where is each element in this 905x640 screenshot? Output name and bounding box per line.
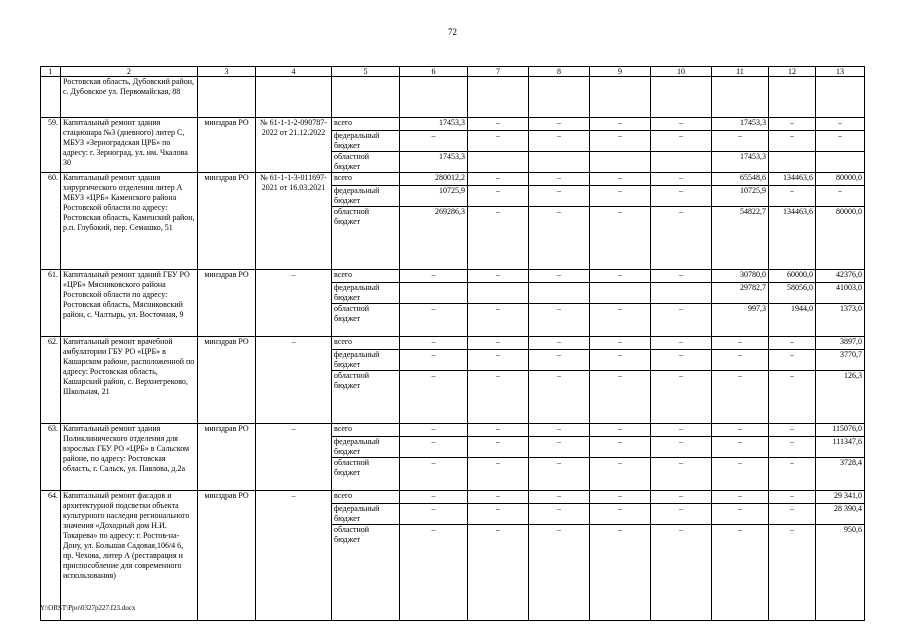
amount-cell: – — [651, 337, 712, 350]
amount-cell: – — [816, 118, 865, 131]
funding-source: всего — [332, 173, 400, 186]
amount-cell: 134463,6 — [769, 207, 816, 270]
expertise-document: – — [256, 337, 332, 424]
amount-cell: – — [400, 437, 468, 458]
amount-cell: 134463,6 — [769, 173, 816, 186]
amount-cell — [651, 152, 712, 173]
amount-cell: – — [769, 131, 816, 152]
amount-cell: – — [712, 458, 769, 491]
amount-cell: – — [590, 525, 651, 621]
column-number: 3 — [198, 67, 256, 77]
row-number: 63. — [41, 424, 61, 491]
amount-cell: – — [529, 270, 590, 283]
amount-cell: – — [590, 458, 651, 491]
column-number: 4 — [256, 67, 332, 77]
amount-cell: – — [400, 350, 468, 371]
amount-cell: 3728,4 — [816, 458, 865, 491]
funding-source: всего — [332, 118, 400, 131]
table-row — [41, 173, 865, 186]
amount-cell: – — [468, 525, 529, 621]
responsible-ministry: минздрав РО — [198, 337, 256, 424]
amount-cell: – — [529, 118, 590, 131]
table-row — [41, 337, 865, 350]
column-number: 5 — [332, 67, 400, 77]
amount-cell: – — [712, 371, 769, 424]
column-number: 9 — [590, 67, 651, 77]
row-number: 64. — [41, 491, 61, 621]
funding-source: федеральный бюджет — [332, 283, 400, 304]
amount-cell: – — [712, 131, 769, 152]
amount-cell: 17453,3 — [712, 152, 769, 173]
amount-cell: – — [651, 173, 712, 186]
amount-cell: – — [651, 424, 712, 437]
amount-cell: 80000,0 — [816, 207, 865, 270]
object-name: Капитальный ремонт зданий ГБУ РО «ЦРБ» Мясниковского района Ростовской области по адресу: Ростовская область, Мясниковский район, с. Чалтырь, ул. Восточная, 9 — [61, 270, 198, 337]
expertise-document: – — [256, 491, 332, 621]
amount-cell: – — [400, 504, 468, 525]
amount-cell: – — [590, 173, 651, 186]
amount-cell: – — [590, 270, 651, 283]
column-number: 8 — [529, 67, 590, 77]
amount-cell: – — [712, 525, 769, 621]
amount-cell: – — [651, 186, 712, 207]
amount-cell: – — [400, 337, 468, 350]
column-number: 6 — [400, 67, 468, 77]
column-number: 7 — [468, 67, 529, 77]
amount-cell: – — [769, 118, 816, 131]
amount-cell: – — [651, 491, 712, 504]
column-number: 13 — [816, 67, 865, 77]
amount-cell: – — [468, 491, 529, 504]
object-name: Капитальный ремонт здания хирургического отделения литер А МБУЗ «ЦРБ» Каменского района Ростовской области по адресу: Ростовская область, Каменский район, р.п. Глубокий, пер. Семашко, 51 — [61, 173, 198, 270]
amount-cell: – — [529, 337, 590, 350]
amount-cell: – — [529, 207, 590, 270]
amount-cell: – — [769, 337, 816, 350]
amount-cell: – — [712, 504, 769, 525]
column-number: 12 — [769, 67, 816, 77]
amount-cell: – — [590, 491, 651, 504]
amount-cell: 10725,9 — [400, 186, 468, 207]
amount-cell: – — [590, 337, 651, 350]
object-name: Капитальный ремонт врачебной амбулатории ГБУ РО «ЦРБ» в Кашарском районе, расположенной по адресу: Ростовская область, Кашарский район, с. Верхнегреково, Школьная, 21 — [61, 337, 198, 424]
responsible-ministry: минздрав РО — [198, 270, 256, 337]
amount-cell: – — [712, 350, 769, 371]
amount-cell: – — [590, 437, 651, 458]
amount-cell: – — [769, 504, 816, 525]
funding-source: федеральный бюджет — [332, 437, 400, 458]
amount-cell: 30780,0 — [712, 270, 769, 283]
row-number: 59. — [41, 118, 61, 173]
amount-cell: – — [468, 458, 529, 491]
expertise-document: № 61-1-1-2-090787-2022 от 21.12.2022 — [256, 118, 332, 173]
amount-cell: – — [712, 424, 769, 437]
amount-cell: – — [400, 304, 468, 337]
column-number: 11 — [712, 67, 769, 77]
amount-cell: – — [590, 186, 651, 207]
responsible-ministry: минздрав РО — [198, 424, 256, 491]
amount-cell — [590, 152, 651, 173]
amount-cell: 28 390,4 — [816, 504, 865, 525]
amount-cell — [651, 283, 712, 304]
amount-cell: – — [468, 173, 529, 186]
expertise-document: – — [256, 270, 332, 337]
page-number: 72 — [448, 27, 457, 37]
amount-cell: 950,6 — [816, 525, 865, 621]
object-name: Ростовская область, Дубовский район, с. Дубовское ул. Первомайская, 88 — [61, 77, 198, 118]
amount-cell: – — [468, 131, 529, 152]
object-name: Капитальный ремонт здания стационара №3 (дневного) литер С, МБУЗ «Зерноградская ЦРБ» по адресу: г. Зерноград, ул. им. Чкалова 30 — [61, 118, 198, 173]
amount-cell: – — [651, 525, 712, 621]
row-number: 61. — [41, 270, 61, 337]
amount-cell: – — [816, 186, 865, 207]
amount-cell: 17453,3 — [400, 152, 468, 173]
amount-cell: – — [468, 371, 529, 424]
table-row — [41, 77, 865, 118]
amount-cell: – — [651, 270, 712, 283]
funding-source: областной бюджет — [332, 525, 400, 621]
amount-cell: – — [529, 131, 590, 152]
amount-cell: – — [400, 491, 468, 504]
amount-cell — [468, 152, 529, 173]
expertise-document: – — [256, 424, 332, 491]
amount-cell: – — [769, 186, 816, 207]
amount-cell — [400, 283, 468, 304]
funding-source: областной бюджет — [332, 458, 400, 491]
amount-cell: – — [400, 371, 468, 424]
responsible-ministry: минздрав РО — [198, 173, 256, 270]
amount-cell: 60000,0 — [769, 270, 816, 283]
amount-cell: – — [400, 270, 468, 283]
amount-cell: 54822,7 — [712, 207, 769, 270]
amount-cell: – — [400, 525, 468, 621]
funding-source: федеральный бюджет — [332, 186, 400, 207]
amount-cell: – — [400, 458, 468, 491]
amount-cell: – — [590, 304, 651, 337]
amount-cell: – — [590, 350, 651, 371]
responsible-ministry: минздрав РО — [198, 118, 256, 173]
amount-cell: – — [529, 304, 590, 337]
amount-cell — [529, 152, 590, 173]
amount-cell: – — [651, 504, 712, 525]
amount-cell: 42376,0 — [816, 270, 865, 283]
funding-source: областной бюджет — [332, 304, 400, 337]
amount-cell: 997,3 — [712, 304, 769, 337]
object-name: Капитальный ремонт здания Поликлинического отделения для взрослых ГБУ РО «ЦРБ» в Сальском районе, по адресу: Ростовская область, г. Сальск, ул. Павлова, д.2а — [61, 424, 198, 491]
expertise-document: № 61-1-1-3-011697-2021 от 16.03.2021 — [256, 173, 332, 270]
amount-cell: – — [651, 458, 712, 491]
amount-cell — [468, 283, 529, 304]
amount-cell: – — [529, 173, 590, 186]
amount-cell: 115076,0 — [816, 424, 865, 437]
funding-source: областной бюджет — [332, 152, 400, 173]
amount-cell: 17453,3 — [400, 118, 468, 131]
amount-cell: – — [468, 304, 529, 337]
amount-cell: – — [468, 207, 529, 270]
row-number: 60. — [41, 173, 61, 270]
funding-source: областной бюджет — [332, 371, 400, 424]
column-number: 2 — [61, 67, 198, 77]
amount-cell: – — [468, 424, 529, 437]
amount-cell: – — [769, 371, 816, 424]
amount-cell: 29782,7 — [712, 283, 769, 304]
amount-cell: – — [769, 525, 816, 621]
amount-cell: 10725,9 — [712, 186, 769, 207]
amount-cell: – — [529, 371, 590, 424]
amount-cell: 1944,0 — [769, 304, 816, 337]
amount-cell: 65548,6 — [712, 173, 769, 186]
amount-cell: – — [529, 424, 590, 437]
table-header — [41, 67, 865, 77]
amount-cell: 126,3 — [816, 371, 865, 424]
amount-cell: – — [529, 437, 590, 458]
amount-cell: 280012,2 — [400, 173, 468, 186]
amount-cell: – — [651, 437, 712, 458]
amount-cell: – — [468, 504, 529, 525]
funding-source: всего — [332, 424, 400, 437]
column-number: 1 — [41, 67, 61, 77]
amount-cell: – — [651, 304, 712, 337]
amount-cell: – — [529, 525, 590, 621]
amount-cell: 111347,6 — [816, 437, 865, 458]
table-row — [41, 424, 865, 437]
amount-cell: – — [529, 504, 590, 525]
amount-cell: – — [816, 131, 865, 152]
table-row — [41, 491, 865, 504]
amount-cell: – — [769, 424, 816, 437]
amount-cell: – — [529, 491, 590, 504]
amount-cell: – — [468, 270, 529, 283]
amount-cell: 269286,3 — [400, 207, 468, 270]
funding-source: федеральный бюджет — [332, 131, 400, 152]
table-row — [41, 270, 865, 283]
amount-cell: – — [590, 424, 651, 437]
budget-table — [40, 66, 865, 621]
amount-cell: – — [651, 207, 712, 270]
amount-cell: 17453,3 — [712, 118, 769, 131]
funding-source: всего — [332, 270, 400, 283]
amount-cell — [769, 152, 816, 173]
amount-cell: – — [590, 207, 651, 270]
row-number: 62. — [41, 337, 61, 424]
amount-cell: – — [400, 131, 468, 152]
amount-cell — [529, 283, 590, 304]
amount-cell: – — [529, 458, 590, 491]
amount-cell: 58056,0 — [769, 283, 816, 304]
responsible-ministry: минздрав РО — [198, 491, 256, 621]
amount-cell: – — [590, 118, 651, 131]
file-path-footer: Y:\ORST\Ppo\0327p227.f23.docx — [40, 604, 136, 612]
amount-cell: – — [468, 350, 529, 371]
amount-cell: – — [651, 350, 712, 371]
amount-cell — [590, 283, 651, 304]
table-row — [41, 118, 865, 131]
amount-cell: – — [590, 371, 651, 424]
amount-cell: – — [468, 337, 529, 350]
funding-source: всего — [332, 337, 400, 350]
amount-cell — [816, 152, 865, 173]
object-name: Капитальный ремонт фасадов и архитектурной подсветки объекта культурного наследия регионального значения «Доходный дом Н.И. Токарева» по адресу: г. Ростов-на-Дону, ул. Большая Садовая,106/4 6, пр. Чехова, литер А (реставрация и приспособление для современного использования) — [61, 491, 198, 621]
amount-cell: – — [712, 337, 769, 350]
amount-cell: 3897,0 — [816, 337, 865, 350]
amount-cell: – — [529, 350, 590, 371]
funding-source: федеральный бюджет — [332, 350, 400, 371]
amount-cell: – — [651, 371, 712, 424]
amount-cell: – — [468, 437, 529, 458]
funding-source: федеральный бюджет — [332, 504, 400, 525]
amount-cell: 3770,7 — [816, 350, 865, 371]
funding-source: всего — [332, 491, 400, 504]
amount-cell: 41003,0 — [816, 283, 865, 304]
column-number: 10 — [651, 67, 712, 77]
amount-cell: – — [769, 491, 816, 504]
amount-cell: – — [769, 437, 816, 458]
amount-cell: 80000,0 — [816, 173, 865, 186]
amount-cell: – — [651, 118, 712, 131]
amount-cell: – — [590, 504, 651, 525]
funding-source: областной бюджет — [332, 207, 400, 270]
amount-cell: 29 341,0 — [816, 491, 865, 504]
amount-cell: – — [590, 131, 651, 152]
amount-cell: – — [468, 186, 529, 207]
amount-cell: – — [468, 118, 529, 131]
amount-cell: – — [769, 458, 816, 491]
amount-cell: – — [651, 131, 712, 152]
amount-cell: 1373,0 — [816, 304, 865, 337]
amount-cell: – — [529, 186, 590, 207]
amount-cell: – — [769, 350, 816, 371]
amount-cell: – — [400, 424, 468, 437]
amount-cell: – — [712, 491, 769, 504]
amount-cell: – — [712, 437, 769, 458]
